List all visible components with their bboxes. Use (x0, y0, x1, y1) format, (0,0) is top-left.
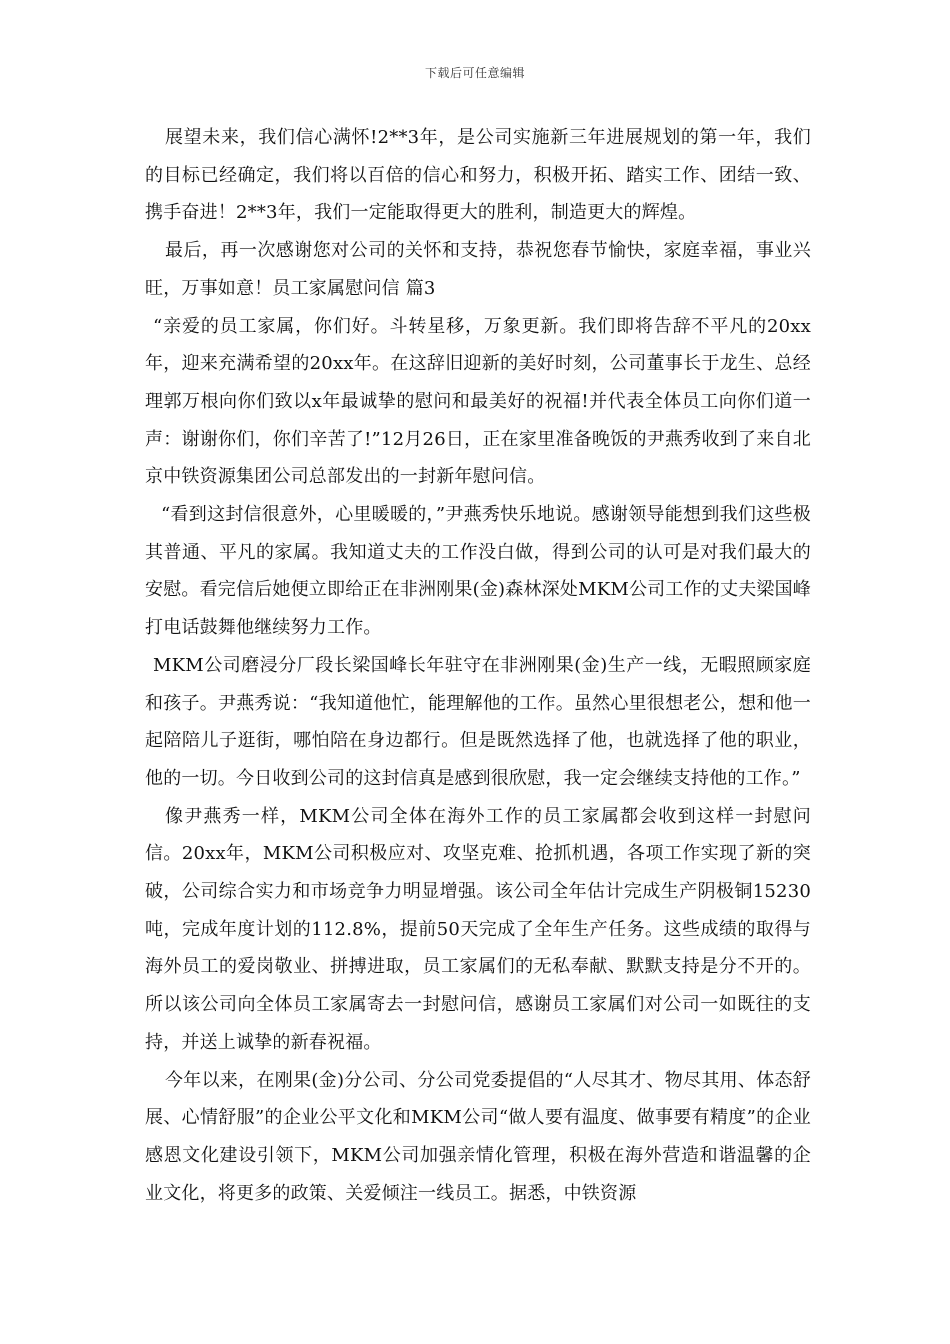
paragraph-company-achievements: 像尹燕秀一样，MKM公司全体在海外工作的员工家属都会收到这样一封慰问信。20xx年，MKM公司积极应对、攻坚克难、抢抓机遇，各项工作实现了新的突破，公司综合实力和市场竞争力明显增强。该公司全年估计完成生产阴极铜15230吨，完成年度计划的112.8%，提前50天完成了全年生产任务。这些成绩的取得与海外员工的爱岗敬业、拼搏进取，员工家属们的无私奉献、默默支持是分不开的。所以该公司向全体员工家属寄去一封慰问信，感谢员工家属们对公司一如既往的支持，并送上诚挚的新春祝福。 (145, 805, 811, 1053)
paragraph-letter-quote: “亲爱的员工家属，你们好。斗转星移，万象更新。我们即将告辞不平凡的20xx年，迎来充满希望的20xx年。在这辞旧迎新的美好时刻，公司董事长于龙生、总经理郭万根向你们致以x年最诚挚的慰问和最美好的祝福!并代表全体员工向你们道一声：谢谢你们，你们辛苦了!”12月26日，正在家里准备晚饭的尹燕秀收到了来自北京中铁资源集团公司总部发出的一封新年慰问信。 (145, 315, 811, 488)
paragraph-corporate-culture: 今年以来，在刚果(金)分公司、分公司党委提倡的“人尽其才、物尽其用、体态舒展、心情舒服”的企业公平文化和MKM公司“做人要有温度、做事要有精度”的企业感恩文化建设引领下，MKM公司加强亲情化管理，积极在海外营造和谐温馨的企业文化，将更多的政策、关爱倾注一线员工。据悉，中铁资源 (145, 1069, 811, 1204)
document-body (145, 119, 811, 1212)
paragraph-family-reaction: “看到这封信很意外，心里暖暖的，”尹燕秀快乐地说。感谢领导能想到我们这些极其普通、平凡的家属。我知道丈夫的工作没白做，得到公司的认可是对我们最大的安慰。看完信后她便立即给正在非洲刚果(金)森林深处MKM公司工作的丈夫梁国峰打电话鼓舞他继续努力工作。 (145, 504, 811, 639)
paragraph-outlook: 展望未来，我们信心满怀!2**3年，是公司实施新三年进展规划的第一年，我们的目标已经确定，我们将以百倍的信心和努力，积极开拓、踏实工作、团结一致、携手奋进！2**3年，我们一定能取得更大的胜利，制造更大的辉煌。 (145, 127, 811, 224)
paragraph-closing-wishes: 最后，再一次感谢您对公司的关怀和支持，恭祝您春节愉快，家庭幸福，事业兴旺，万事如意！员工家属慰问信 篇3 (145, 240, 811, 299)
paragraph-worker-profile: MKM公司磨浸分厂段长梁国峰长年驻守在非洲刚果(金)生产一线，无暇照顾家庭和孩子。尹燕秀说：“我知道他忙，能理解他的工作。虽然心里很想老公，想和他一起陪陪儿子逛街，哪怕陪在身边都行。但是既然选择了他，也就选择了他的职业，他的一切。今日收到公司的这封信真是感到很欣慰，我一定会继续支持他的工作。” (145, 654, 811, 789)
page-header-note: 下载后可任意编辑 (424, 66, 525, 80)
